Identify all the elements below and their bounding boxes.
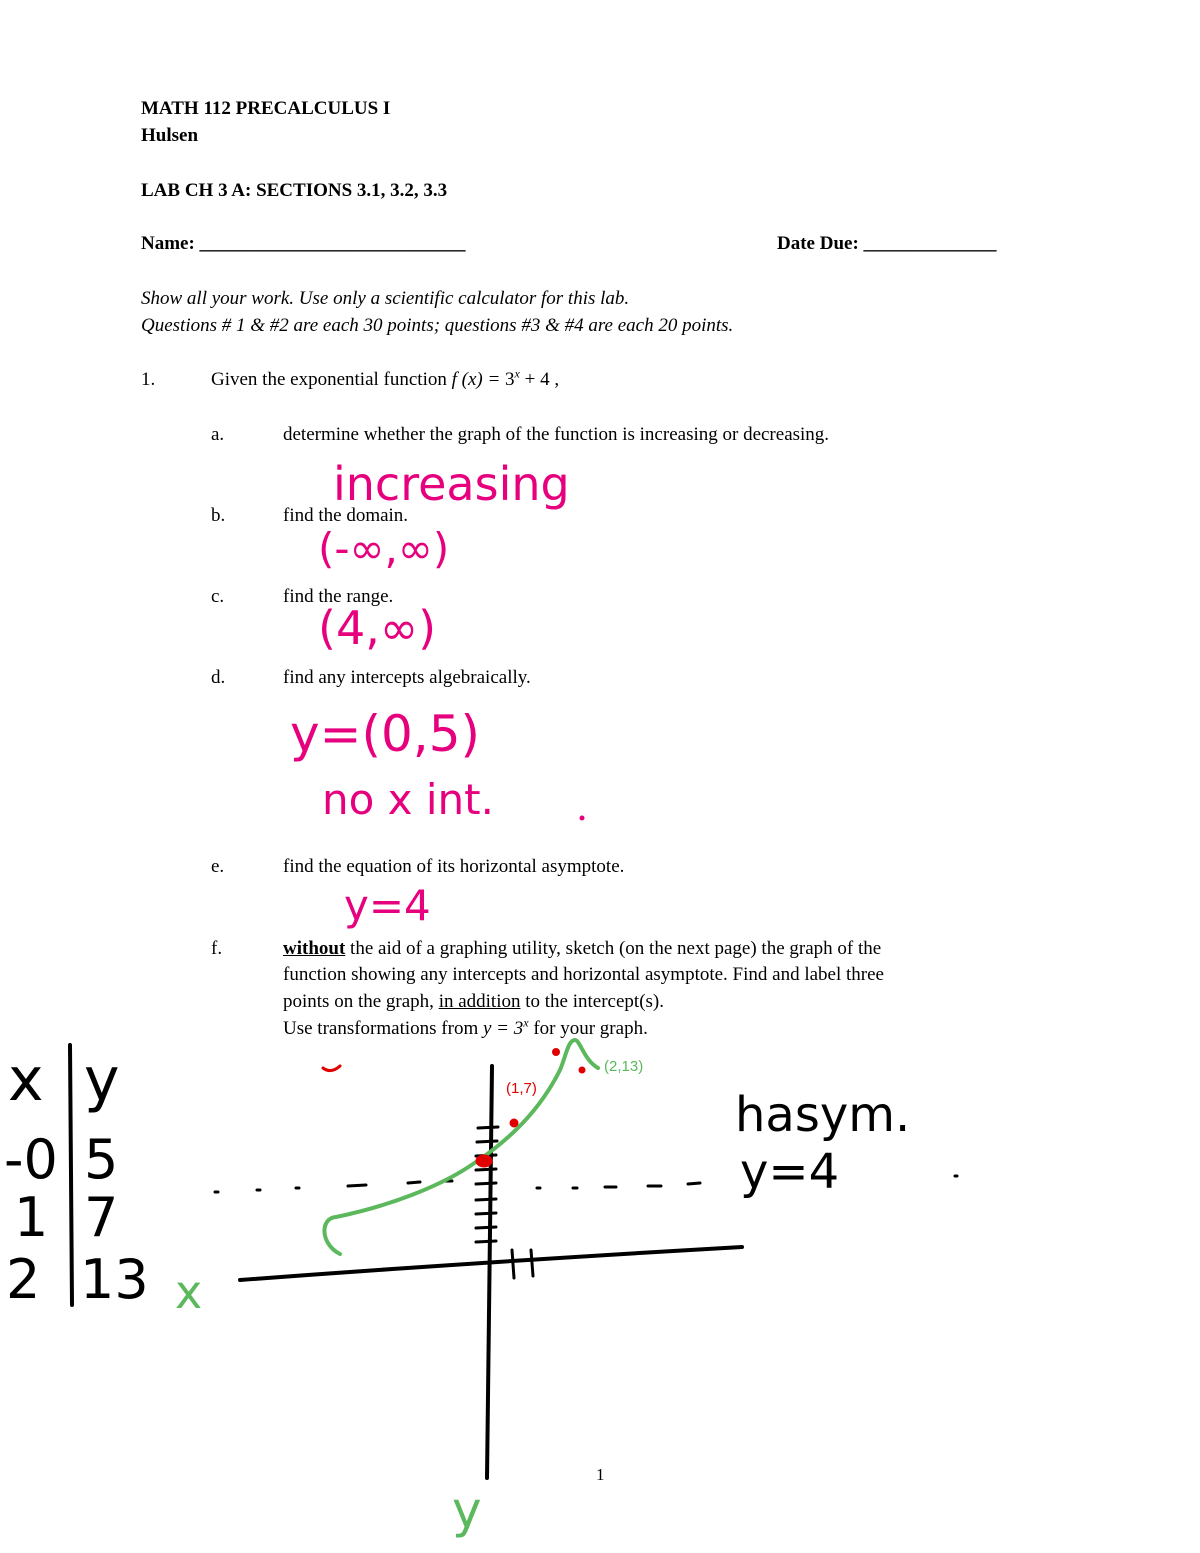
answer-d-line-1-handwritten: y=(0,5): [290, 705, 481, 763]
asymptote-dashes: [215, 1176, 957, 1192]
part-c-text: find the range.: [283, 586, 394, 607]
page-number: 1: [596, 1465, 605, 1484]
point-label-2-13: (2,13): [604, 1058, 644, 1075]
y-axis-ticks: [476, 1127, 498, 1242]
part-f-line-2: function showing any intercepts and horizontal asymptote. Find and label three: [283, 964, 884, 985]
part-f-line-3-underlined: in addition: [438, 991, 521, 1012]
part-f-line-4-exponent: x: [523, 1015, 529, 1030]
date-due-field: Date Due: ______________: [777, 233, 997, 254]
axis-label-x: x: [175, 1265, 203, 1319]
table-header-x: x: [8, 1045, 44, 1115]
part-e-letter: e.: [211, 856, 225, 877]
table-header-y: y: [84, 1045, 120, 1115]
question-1-prompt-text: Given the exponential function: [211, 369, 447, 390]
function-lhs: f (x) =: [451, 369, 501, 390]
answer-b-handwritten: (-∞,∞): [318, 524, 450, 573]
plotted-points: [323, 1050, 584, 1167]
name-field: Name: ____________________________: [141, 233, 466, 254]
part-f-letter: f.: [211, 938, 223, 959]
part-f-line-3-pre: points on the graph,: [283, 991, 439, 1012]
part-a-letter: a.: [211, 424, 225, 445]
table-row-3-y: 13: [80, 1248, 149, 1311]
part-f-emphasis: without: [283, 938, 346, 959]
function-base: 3: [505, 369, 515, 390]
asymptote-label-line-1: hasym.: [735, 1087, 911, 1143]
part-a-text: determine whether the graph of the function is increasing or decreasing.: [283, 424, 830, 445]
question-1-number: 1.: [141, 369, 156, 390]
stray-pink-dot: [580, 816, 585, 821]
answer-c-handwritten: (4,∞): [318, 601, 437, 655]
part-f-line-4-pre: Use transformations from: [283, 1018, 483, 1039]
answer-a-handwritten: increasing: [333, 457, 570, 511]
lab-title: LAB CH 3 A: SECTIONS 3.1, 3.2, 3.3: [141, 180, 448, 201]
part-b-letter: b.: [211, 505, 226, 526]
table-row-1-x: -0: [4, 1128, 58, 1191]
point-label-1-7: (1,7): [506, 1080, 537, 1097]
table-row-3-x: 2: [6, 1248, 41, 1311]
function-exponent: x: [514, 366, 520, 381]
red-dot: [580, 1068, 584, 1072]
part-b-text: find the domain.: [283, 505, 409, 526]
answer-e-handwritten: y=4: [344, 881, 431, 930]
course-title: MATH 112 PRECALCULUS I: [141, 98, 391, 119]
answer-d-line-2-handwritten: no x int.: [322, 775, 494, 824]
red-mark-1: [323, 1066, 340, 1071]
table-row-2-y: 7: [84, 1186, 119, 1249]
x-axis-ticks: [512, 1250, 533, 1278]
function-curve: [324, 1040, 598, 1254]
part-d-letter: d.: [211, 667, 226, 688]
table-row-2-x: 1: [14, 1186, 49, 1249]
function-rest: + 4 ,: [524, 369, 560, 390]
table-row-1-y: 5: [84, 1128, 119, 1191]
instructions-line-2: Questions # 1 & #2 are each 30 points; questions #3 & #4 are each 20 points.: [141, 315, 734, 336]
point-2-13: [554, 1050, 559, 1055]
part-d-text: find any intercepts algebraically.: [283, 667, 531, 688]
table-divider-line: [70, 1045, 72, 1305]
part-f-line-4-post: for your graph.: [528, 1018, 648, 1039]
axis-label-y: y: [452, 1481, 482, 1539]
part-f-line-1-rest: the aid of a graphing utility, sketch (on the next page) the graph of the: [345, 938, 882, 959]
instructor-name: Hulsen: [141, 125, 199, 146]
part-c-letter: c.: [211, 586, 225, 607]
part-f-line-3-post: to the intercept(s).: [520, 991, 665, 1012]
part-f-line-4-math: y = 3: [482, 1018, 524, 1039]
point-0-5: [477, 1156, 491, 1166]
asymptote-label-line-2: y=4: [740, 1144, 840, 1200]
point-1-7: [511, 1120, 517, 1126]
instructions-line-1: Show all your work. Use only a scientific calculator for this lab.: [141, 288, 630, 309]
part-e-text: find the equation of its horizontal asymptote.: [283, 856, 625, 877]
